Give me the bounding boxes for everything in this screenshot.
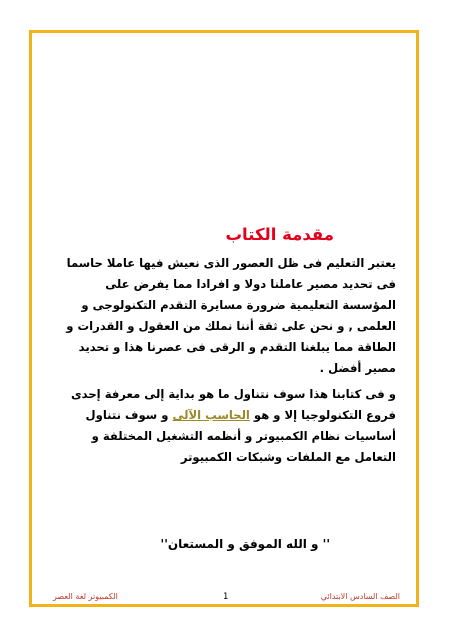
paragraph-text-start: و فى كتابنا هذا سوف نتناول ما هو بداية إلى معرفة إحدى فروع التكنولوجيا إلا و هو <box>71 387 396 422</box>
main-content <box>60 225 396 468</box>
footer-subject: الكمبيوتر لغة العصر <box>53 592 118 601</box>
page-title: مقدمة الكتاب <box>225 225 334 244</box>
book-scope-paragraph <box>60 384 396 468</box>
paragraph-text-end: و سوف نتناول أساسيات نظام الكمبيوتر و أنظمه التشغيل المختلفة و التعامل مع الملفات وشبكات الكمبيوتر <box>85 408 396 464</box>
footer-grade: الصف السادس الابتدائي <box>320 592 400 601</box>
intro-paragraph: يعتبر التعليم فى ظل العصور الذى نعيش فيها عاملا حاسما فى تحديد مصير عاملنا دولا و افرادا مما يفرض على المؤسسة التعليمية ضرورة مسايرة التقدم التكنولوجى و العلمى , و نحن على ثقة أننا نملك من العقول و القدرات و الطاقة مما يبلغنا التقدم و الرقى فى عصرنا هذا و تحديد مصير أفضل . <box>66 256 396 375</box>
computer-link[interactable]: الحاسب الآلى <box>172 408 250 422</box>
page-footer <box>35 592 420 608</box>
closing-phrase: '' و الله الموفق و المستعان'' <box>160 537 330 551</box>
page-number: 1 <box>223 592 229 602</box>
